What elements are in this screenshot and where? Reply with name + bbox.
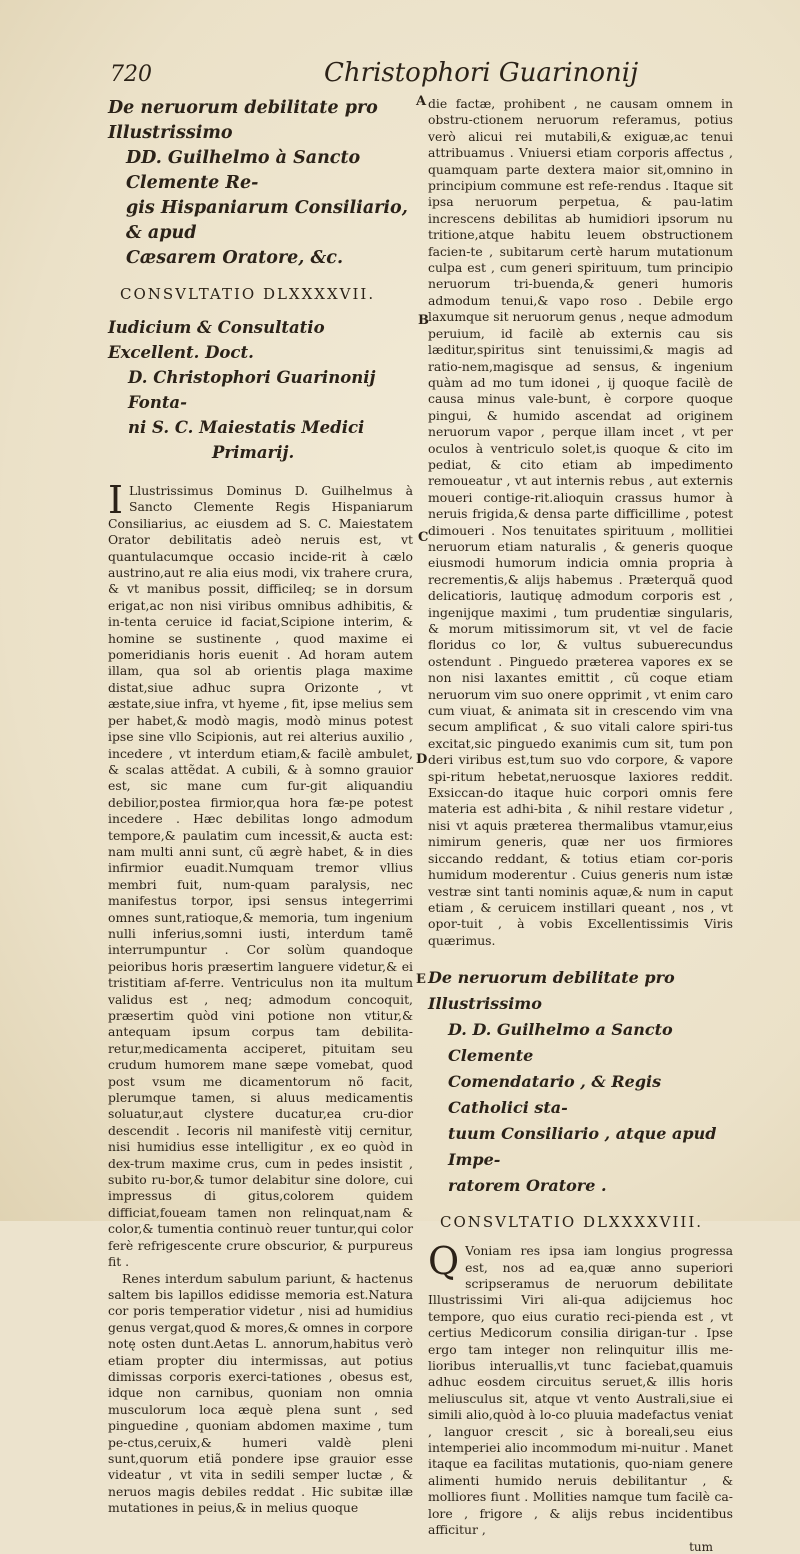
judicium-line: Primarij. xyxy=(212,443,295,462)
title-line: gis Hispaniarum Consiliario, & apud xyxy=(126,198,408,243)
title-line: tuum Consiliario , atque apud Impe- xyxy=(448,1124,717,1170)
title-line: Cæsarem Oratore, &c. xyxy=(126,248,344,268)
consultation-title xyxy=(108,96,413,271)
page-header xyxy=(110,58,750,94)
title-line: DD. Guilhelmo à Sancto Clemente Re- xyxy=(126,148,361,193)
body-paragraph xyxy=(428,1239,733,1538)
title-line: ratorem Oratore . xyxy=(448,1176,607,1196)
judicium-line: ni S. C. Maiestatis Medici xyxy=(128,418,365,437)
left-column xyxy=(108,96,413,1517)
consultation-number: CONSVLTATIO DLXXXXVII. xyxy=(120,285,376,303)
title-line: D. D. Guilhelmo a Sancto Clemente xyxy=(448,1020,673,1066)
consultation-number: CONSVLTATIO DLXXXXVIII. xyxy=(440,1213,704,1232)
right-column xyxy=(428,96,733,1554)
consultation-title xyxy=(428,965,733,1199)
margin-letter-c: C xyxy=(418,530,429,545)
margin-letter-d: D xyxy=(416,752,428,767)
drop-cap: Q xyxy=(428,1239,460,1284)
judicium-line: Iudicium & Consultatio Excellent. Doct. xyxy=(108,318,325,362)
paragraph-text: Voniam res ipsa iam longius progressa est, nos ad ea,quæ anno superiori scripseramus de neruorum debilitate Illustrissimi Viri ali-qua adijciemus hoc tempore, quo eius curatio reci-pienda est , vt certius Medicorum consilia dirigan-tur . Ipse ergo tam integer non relinquitur illis me-lioribus interuallis,vt tunc faciebat,quamuis adhuc eosdem circuitus seruet,& illis horis meliusculus sit, atque vt vento Australi,siue ei simili alio,quòd à lo-co pluuia madefactus veniat , languor crescit , sic à boreali,seu eius intemperiei alio incommodum mi-nuitur . Manet itaque ea facilitas mutationis, quo-niam genere alimenti humido neruis debilitantur , & molliores fiunt . Mollities namque tum facilè ca-lore , frigore , & alijs rebus incidentibus afficitur , xyxy=(428,1243,733,1538)
title-line: De neruorum debilitate pro Illustrissimo xyxy=(428,968,675,1014)
paragraph-text: Llustrissimus Dominus D. Guilhelmus à Sancto Clemente Regis Hispaniarum Consiliarius, ac eiusdem ad S. C. Maiestatem Orator debilitatis adeò neruis est, vt quantulacumque occasio incide-rit à cælo austrino,aut re alia eius modi, vix trahere crura, & vt manibus possit, difficileq; se in dorsum erigat,ac non nisi viribus omnibus adhibitis, & in-tenta ceruice id faciat,Scipione interim, & homine se sustinente , quod maxime ei pomeridianis horis euenit . Ad horam autem illam, qua sol ab orientis plaga maxime distat,siue adhuc supra Orizonte , vt æstate,siue infra, vt hyeme , fit, ipse melius sem per habet,& modò magis, modò minus potest ipse sine vllo Scipionis, aut rei alterius auxilio , incedere , vt interdum etiam,& facilè ambulet, & scalas attẽdat. A cubili, & à somno grauior est, sic mane cum fur-git aliquandiu debilior,postea firmior,qua hora fæ-pe potest incedere . Hæc debilitas longo admodum tempore,& paulatim cum incessit,& aucta est: nam multi anni sunt, cũ ægrè habet, & in dies infirmior euadit.Numquam tremor vllius membri fuit, num-quam paralysis, nec manifestus torpor, ipsi sensus integerrimi omnes sunt,ratioque,& memoria, tum ingenium nulli inferius,somni iusti, interdum tamẽ interrumpuntur . Cor solùm quandoque peioribus horis præsertim languere videtur,& ei tristitiam af-ferre. Ventriculus non ita multum validus est , neq; admodum concoquit, præsertim quòd vini potione non vtitur,& antequam ipsum corpus tam debilita-retur,medicamenta acciperet, pituitam seu crudum humorem mane sæpe vomebat, quod post vsum me dicamentorum nõ facit, plerumque tamen, si aluus medicamentis soluatur,aut clystere ducatur,ea cru-dior descendit . Iecoris nil manifestè vitij cernitur, nisi humidius esse intelligitur , ex eo quòd in dex-trum maxime crus, cum in pedes insistit , subito ru-bor,& tumor delabitur sine dolore, cui impressus di gitus,colorem quidem difficiat,foueam tamen non relinquat,nam & color,& tumentia continuò reuer tuntur,qui color ferè refrigescente crure obscurior, & purpureus fit . xyxy=(108,483,413,1270)
judicium-line: D. Christophori Guarinonij Fonta- xyxy=(128,368,376,412)
margin-letter-b: B xyxy=(418,313,429,328)
margin-letter-e: E xyxy=(416,972,426,987)
running-title: Christophori Guarinonij xyxy=(324,58,639,88)
drop-cap: I xyxy=(108,478,124,522)
judicium-heading xyxy=(108,315,413,465)
catchword: tum xyxy=(689,1540,713,1554)
title-line: Comendatario , & Regis Catholici sta- xyxy=(448,1072,662,1118)
margin-letter-a: A xyxy=(416,94,427,109)
body-paragraph: Renes interdum sabulum pariunt, & hactenus saltem bis lapillos edidisse memoria est.Natura cor poris temperatior videtur , nisi ad humidius genus vergat,quod & mores,& omnes in corpore notę osten dunt.Aetas L. annorum,habitus verò etiam propter diu intermissas, aut potius dimissas corporis exerci-tationes , obesus est, idque non carnibus, quoniam non omnia musculorum loca æquè plena sunt , sed pinguedine , quoniam abdomen maxime , tum pe-ctus,ceruix,& humeri valdè pleni sunt,quorum etiã pondere ipse grauior esse videatur , vt vita in sedili semper luctæ , & neruos magis debiles reddat . Hic subitæ illæ mutationes in peius,& in melius quoque xyxy=(108,1270,413,1516)
page-number: 720 xyxy=(110,62,152,87)
title-line: De neruorum debilitate pro Illustrissimo xyxy=(108,98,378,143)
body-paragraph: die factæ, prohibent , ne causam omnem in obstru-ctionem neruorum referamus, potius verò alicui rei mutabili,& exiguæ,ac tenui attribuamus . Vniuersi etiam corporis affectus , quamquam parte dextera maior sit,omnino in principium commune est refe-rendus . Itaque sit ipsa neruorum perpetua, & pau-latim increscens debilitas ab humidiori ipsorum nu tritione,atque habitu leuem obstructionem facien-te , subitarum certè harum mutationum culpa est , cum generi spirituum, tum principio neruorum tri-buenda,& generi humoris admodum tenui,& vapo roso . Debile ergo laxumque sit neruorum genus , neque admodum peruium, id facilè ab externis cau sis læditur,spiritus sint tenuissimi,& magis ad ratio-nem,magisque ad sensus, & ingenium quàm ad mo tum idonei , ij quoque facilè de causa minus vale-bunt, è corpore quoque pingui, & humido ascendat ad originem neruorum vapor , perque illam incet , vt per oculos à ventriculo solet,is quoque & cito im pediat, & cito etiam ab impedimento remoueatur , vt aut internis rebus , aut externis moueri contige-rit.alioquin crassus humor à neruis frigida,& densa parte difficillime , potest dimoueri . Nos tenuitates spirituum , mollitiei neruorum etiam naturalis , & generis quoque eiusmodi humorum indicia omnia propria à recrementis,& alijs habemus . Præterquã quod delicatioris, lautiquę admodum corporis est , ingenijque maximi , tum prudentiæ singularis, & morum mitissimorum sit, vt vel de facie floridus co lor, & vultus subuerecundus ostendunt . Pinguedo præterea vapores ex se non nisi laxantes emittit , cũ coque etiam neruorum vim suo onere opprimit , vt enim caro cum viuat, & animata sit in crescendo vim vna secum amplificat , & suo vitali calore spiri-tus excitat,sic pinguedo exanimis cum sit, tum pon deri viribus est,tum suo vdo corpore, & vapore spi-ritum hebetat,neruosque laxiores reddit. Exsiccan-do itaque huic corpori omnis fere materia est adhi-bita , & nihil restare videtur , nisi vt aquis præterea thermalibus vtamur,eius nimirum generis, quæ ner uos firmiores siccando reddant, & totius etiam cor-poris humidum moderentur . Cuius generis num istæ vestræ sint tanti nominis aquæ,& num in caput etiam , & ceruicem instillari queant , nos , vt opor-tuit , à vobis Excellentissimis Viris quærimus. xyxy=(428,96,733,948)
body-paragraph xyxy=(108,478,413,1271)
